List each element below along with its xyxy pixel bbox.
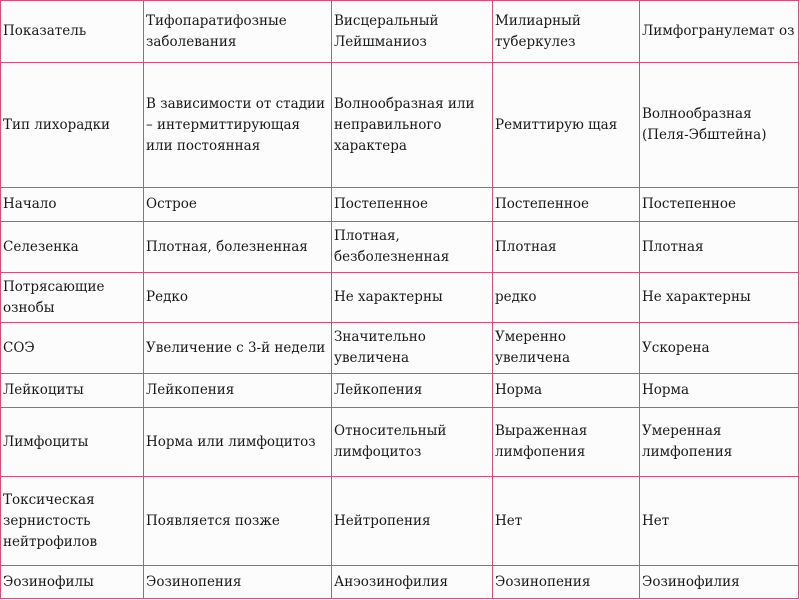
table-cell: Анэозинофилия bbox=[332, 566, 493, 599]
table-header-row bbox=[1, 1, 799, 63]
table-cell: Плотная bbox=[493, 222, 640, 273]
table-cell: Плотная, безболезненная bbox=[332, 222, 493, 273]
table-row-onset bbox=[1, 188, 799, 222]
table-cell: Эозинопения bbox=[144, 566, 332, 599]
table-row-esr bbox=[1, 323, 799, 374]
table-cell: СОЭ bbox=[1, 323, 144, 374]
table-cell: Лейкоциты bbox=[1, 374, 144, 408]
table-cell: Лейкопения bbox=[144, 374, 332, 408]
table-cell: Умеренная лимфопения bbox=[640, 408, 799, 477]
table-cell: Лейкопения bbox=[332, 374, 493, 408]
table-cell: Эозинофилы bbox=[1, 566, 144, 599]
table-cell: Острое bbox=[144, 188, 332, 222]
table-row-spleen bbox=[1, 222, 799, 273]
table-cell: Постепенное bbox=[493, 188, 640, 222]
table-cell: Плотная, болезненная bbox=[144, 222, 332, 273]
table-row-lymphocytes bbox=[1, 408, 799, 477]
table-cell: Ремиттирую щая bbox=[493, 63, 640, 188]
table-cell: Редко bbox=[144, 273, 332, 323]
header-cell-miliary-tb: Милиарный туберкулез bbox=[493, 1, 640, 63]
table-cell: Умеренно увеличена bbox=[493, 323, 640, 374]
table-cell: Тип лихорадки bbox=[1, 63, 144, 188]
table-cell: Относительный лимфоцитоз bbox=[332, 408, 493, 477]
table-cell: Нет bbox=[493, 477, 640, 566]
table-cell: Появляется позже bbox=[144, 477, 332, 566]
table-cell: Ускорена bbox=[640, 323, 799, 374]
table-cell: Нет bbox=[640, 477, 799, 566]
table-cell: Плотная bbox=[640, 222, 799, 273]
table-cell: Лимфоциты bbox=[1, 408, 144, 477]
table-row-fever-type bbox=[1, 63, 799, 188]
table-cell: Нейтропения bbox=[332, 477, 493, 566]
table-cell: Увеличение с 3-й недели bbox=[144, 323, 332, 374]
table-cell: Норма bbox=[493, 374, 640, 408]
table-cell: Не характерны bbox=[332, 273, 493, 323]
table-cell: Норма bbox=[640, 374, 799, 408]
table-cell: Волнообразная (Пеля-Эбштейна) bbox=[640, 63, 799, 188]
table-cell: Постепенное bbox=[640, 188, 799, 222]
table-cell: Не характерны bbox=[640, 273, 799, 323]
header-cell-typhoid: Тифопаратифозные заболевания bbox=[144, 1, 332, 63]
table-cell: Селезенка bbox=[1, 222, 144, 273]
table-cell: редко bbox=[493, 273, 640, 323]
table-cell: Эозинофилия bbox=[640, 566, 799, 599]
table-cell: Токсическая зернистость нейтрофилов bbox=[1, 477, 144, 566]
table-cell: Эозинопения bbox=[493, 566, 640, 599]
table-row-leukocytes bbox=[1, 374, 799, 408]
table-row-eosinophils bbox=[1, 566, 799, 599]
table-cell: Постепенное bbox=[332, 188, 493, 222]
table-cell: Волнообразная или неправильного характера bbox=[332, 63, 493, 188]
table-row-toxic-granularity bbox=[1, 477, 799, 566]
table-cell: Начало bbox=[1, 188, 144, 222]
table-cell: Потрясающие ознобы bbox=[1, 273, 144, 323]
table-cell: В зависимости от стадии – интермиттирующая или постоянная bbox=[144, 63, 332, 188]
table-row-chills bbox=[1, 273, 799, 323]
table-cell: Выраженная лимфопения bbox=[493, 408, 640, 477]
header-cell-leishmaniasis: Висцеральный Лейшманиоз bbox=[332, 1, 493, 63]
header-cell-indicator: Показатель bbox=[1, 1, 144, 63]
table-cell: Значительно увеличена bbox=[332, 323, 493, 374]
table-cell: Норма или лимфоцитоз bbox=[144, 408, 332, 477]
header-cell-lymphogranulomatosis: Лимфогранулемат оз bbox=[640, 1, 799, 63]
